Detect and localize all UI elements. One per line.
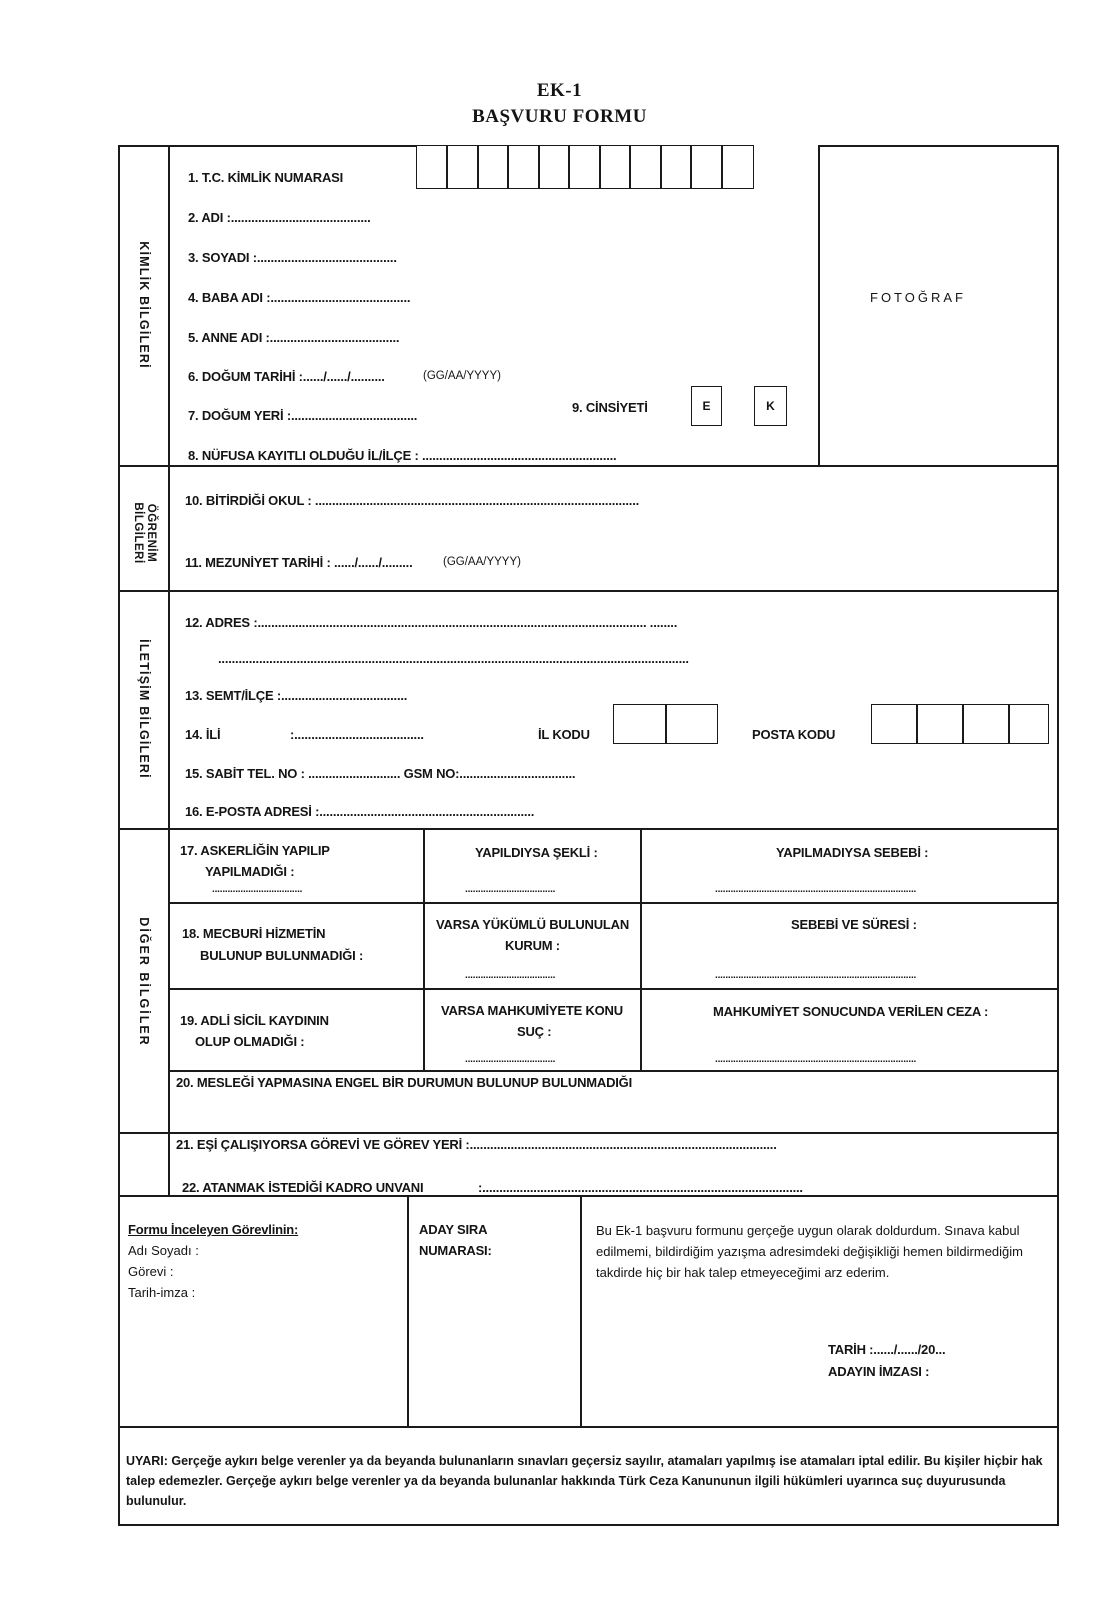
field-surname[interactable]: 3. SOYADI :......................................... <box>188 250 397 265</box>
tc-box-sep <box>568 145 570 189</box>
row-divider-18 <box>168 988 1059 990</box>
section-label-education: ÖĞRENİM BİLGİLERİ <box>132 502 157 564</box>
candidate-declaration: Bu Ek-1 başvuru formunu gerçeğe uygun olarak doldurdum. Sınava kabul edilmemi, bildirdiğim yazışma adresimdeki değişikliği hemen bildirmediğim takdirde hiç bir hak talep etmeyeceğimi arz ederim. <box>596 1223 1023 1280</box>
field-military-label-2: YAPILMADIĞI : <box>205 864 295 879</box>
candidate-number-label: ADAY SIRA <box>419 1222 488 1237</box>
candidate-date[interactable]: TARİH :....../....../20... <box>828 1342 946 1357</box>
footer-col-divider-1 <box>407 1195 409 1427</box>
other-info-col-divider-1 <box>423 828 425 1071</box>
section-label-other: DİĞER BİLGİLER <box>137 917 151 1047</box>
candidate-number-label-2[interactable]: NUMARASI: <box>419 1243 492 1258</box>
tc-box-sep <box>477 145 479 189</box>
field-name[interactable]: 2. ADI :......................................... <box>188 210 371 225</box>
field-profession-obstacle[interactable]: 20. MESLEĞİ YAPMASINA ENGEL BİR DURUMUN BULUNUP BULUNMADIĞI <box>176 1075 633 1090</box>
tc-box-sep <box>721 145 723 189</box>
reviewer-name[interactable]: Adı Soyadı : <box>128 1243 199 1258</box>
tc-box-sep <box>660 145 662 189</box>
other-info-col-divider-2 <box>640 828 642 1071</box>
field-birth-place[interactable]: 7. DOĞUM YERİ :..................................... <box>188 408 418 423</box>
tc-number-boxes[interactable] <box>416 145 754 189</box>
row-divider-20 <box>118 1132 1059 1134</box>
institution-dots[interactable]: ................................... <box>465 970 556 981</box>
postal-code-sep <box>962 704 964 744</box>
field-school[interactable]: 10. BİTİRDİĞİ OKUL : ............................................................................................... <box>185 493 640 508</box>
reason-duration-label: SEBEBİ VE SÜRESİ : <box>791 917 917 932</box>
frame-right-border <box>1057 145 1059 1525</box>
row-divider-19 <box>168 1070 1059 1072</box>
obligated-institution-label: VARSA YÜKÜMLÜ BULUNULAN <box>436 917 630 932</box>
field-mandatory-service-label-2: BULUNUP BULUNMADIĞI : <box>200 948 364 963</box>
field-criminal-record-label: 19. ADLİ SİCİL KAYDININ <box>180 1013 329 1028</box>
form-title: BAŞVURU FORMU <box>472 106 647 127</box>
photo-placeholder: FOTOĞRAF <box>870 290 966 305</box>
section-label-contact: İLETİŞİM BİLGİLERİ <box>137 639 151 779</box>
field-city-label: 14. İLİ <box>185 727 221 742</box>
tc-box-sep <box>599 145 601 189</box>
field-tc-label: 1. T.C. KİMLİK NUMARASI <box>188 170 344 185</box>
graduation-date-format: (GG/AA/YYYY) <box>443 556 521 568</box>
postal-code-sep <box>916 704 918 744</box>
military-done-how: YAPILDIYSA ŞEKLİ : <box>475 845 598 860</box>
field-address-continued[interactable]: .......................................................................................................................................... <box>218 651 689 666</box>
conviction-crime-label: VARSA MAHKUMİYETE KONU <box>441 1003 623 1018</box>
postal-code-sep <box>1008 704 1010 744</box>
section-label-identity: KİMLİK BİLGİLERİ <box>137 241 151 369</box>
field-city[interactable]: :...................................... <box>290 727 424 742</box>
photo-column-divider <box>818 145 820 465</box>
reason-duration-dots[interactable]: .............................................................................. <box>715 970 917 981</box>
field-desired-position[interactable]: :.............................................................................................. <box>478 1180 803 1195</box>
military-not-done-reason: YAPILMADIYSA SEBEBİ : <box>776 845 929 860</box>
candidate-signature[interactable]: ADAYIN İMZASI : <box>828 1364 930 1379</box>
military-reason-dots[interactable]: .............................................................................. <box>715 884 917 895</box>
postal-code-label: POSTA KODU <box>752 727 836 742</box>
field-desired-position-label: 22. ATANMAK İSTEDİĞİ KADRO UNVANI <box>182 1180 424 1195</box>
postal-code-boxes[interactable] <box>871 704 1049 744</box>
conviction-crime-label-2: SUÇ : <box>517 1024 552 1039</box>
section-divider-warning <box>118 1426 1059 1428</box>
field-address[interactable]: 12. ADRES :.................................................................................................................. ........ <box>185 615 678 630</box>
military-done-dots[interactable]: ................................... <box>465 884 556 895</box>
frame-top-border <box>118 145 416 147</box>
frame-bottom-border <box>118 1524 1059 1526</box>
label-column-divider <box>168 145 170 1195</box>
reviewer-date-signature[interactable]: Tarih-imza : <box>128 1285 196 1300</box>
section-divider-footer <box>118 1195 1059 1197</box>
field-mandatory-service-label: 18. MECBURİ HİZMETİN <box>182 926 326 941</box>
reviewer-role[interactable]: Görevi : <box>128 1264 174 1279</box>
gender-male-box[interactable]: E <box>691 386 722 426</box>
city-code-sep <box>665 704 667 744</box>
field-mother-name[interactable]: 5. ANNE ADI :...................................... <box>188 330 400 345</box>
section-divider-3 <box>118 828 1059 830</box>
tc-box-sep <box>690 145 692 189</box>
field-graduation-date[interactable]: 11. MEZUNİYET TARİHİ : ....../....../......... <box>185 555 413 570</box>
military-dots[interactable]: ................................... <box>212 884 303 895</box>
field-criminal-record-label-2: OLUP OLMADIĞI : <box>195 1034 305 1049</box>
reviewer-title: Formu İnceleyen Görevlinin: <box>128 1222 299 1237</box>
field-birth-date[interactable]: 6. DOĞUM TARİHİ :....../....../.......... <box>188 369 385 384</box>
obligated-institution-label-2: KURUM : <box>505 938 560 953</box>
section-divider-1 <box>118 465 1059 467</box>
field-gender-label: 9. CİNSİYETİ <box>572 400 648 415</box>
birth-date-format: (GG/AA/YYYY) <box>423 370 501 382</box>
section-divider-2 <box>118 590 1059 592</box>
field-father-name[interactable]: 4. BABA ADI :......................................... <box>188 290 411 305</box>
tc-box-sep <box>629 145 631 189</box>
row-divider-17 <box>168 902 1059 904</box>
frame-left-border <box>118 145 120 1525</box>
tc-box-sep <box>507 145 509 189</box>
warning-notice: UYARI: Gerçeğe aykırı belge verenler ya da beyanda bulunanların sınavları geçersiz sayılır, atamaları yapılmış ise atamaları iptal edilir. Bu kişiler hiçbir hak talep edemezler. Gerçeğe aykırı belge verenler ya da beyanda bulunanlar hakkında Türk Ceza Kanununun ilgili hükümleri uyarınca suç duyurusunda bulunulur. <box>126 1454 1043 1508</box>
field-military-label: 17. ASKERLİĞİN YAPILIP <box>180 843 330 858</box>
penalty-dots[interactable]: .............................................................................. <box>715 1054 917 1065</box>
frame-top-border-right <box>818 145 1059 147</box>
tc-box-sep <box>538 145 540 189</box>
tc-box-sep <box>446 145 448 189</box>
field-spouse-job[interactable]: 21. EŞİ ÇALIŞIYORSA GÖREVİ VE GÖREV YERİ :.......................................................................................... <box>176 1137 777 1152</box>
field-district[interactable]: 13. SEMT/İLÇE :..................................... <box>185 688 408 703</box>
field-phone-gsm[interactable]: 15. SABİT TEL. NO : ........................... GSM NO:.................................. <box>185 766 576 781</box>
gender-female-box[interactable]: K <box>754 386 787 426</box>
field-registry-city[interactable]: 8. NÜFUSA KAYITLI OLDUĞU İL/İLÇE : ......................................................... <box>188 448 617 463</box>
annex-label: EK-1 <box>536 80 583 101</box>
crime-dots[interactable]: ................................... <box>465 1054 556 1065</box>
field-email[interactable]: 16. E-POSTA ADRESİ :............................................................... <box>185 804 535 819</box>
city-code-label: İL KODU <box>538 727 590 742</box>
penalty-label: MAHKUMİYET SONUCUNDA VERİLEN CEZA : <box>713 1004 989 1019</box>
footer-col-divider-2 <box>580 1195 582 1427</box>
